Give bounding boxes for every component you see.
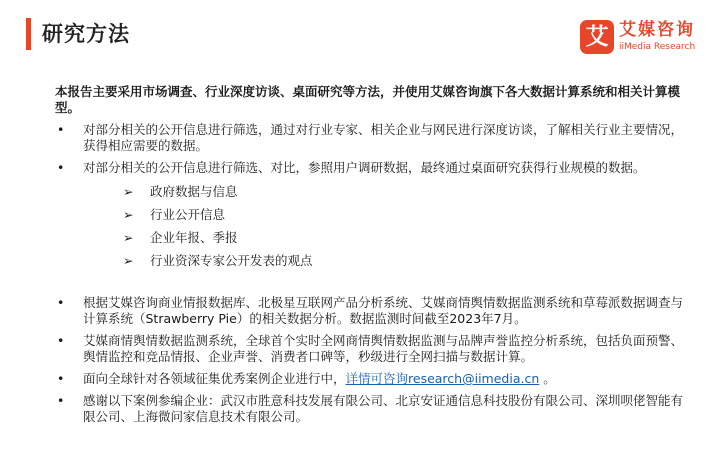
arrow-bullet-icon: ➢	[123, 207, 134, 222]
bullet-icon: •	[57, 295, 65, 310]
list-item-text: 感谢以下案例参编企业：武汉市胜意科技发展有限公司、北京安证通信息科技股份有限公司、深圳呗佬智能有限公司、上海微问家信息技术有限公司。	[83, 393, 684, 424]
source-sublist	[55, 184, 685, 269]
title-accent-bar	[26, 18, 31, 50]
sub-list-item	[55, 253, 685, 269]
sub-list-item-text: 政府数据与信息	[150, 184, 238, 199]
arrow-bullet-icon: ➢	[123, 230, 134, 245]
list-item	[55, 295, 685, 327]
bullet-icon: •	[57, 122, 65, 137]
list-item-text: 艾媒商情舆情数据监测系统，全球首个实时全网商情舆情数据监测与品牌声誉监控分析系统，包括负面预警、舆情监控和竞品情报、企业声誉、消费者口碑等，秒级进行全网扫描与数据计算。	[83, 333, 684, 364]
sub-list-item-text: 企业年报、季报	[150, 230, 238, 245]
logo-name-cn: 艾媒咨询	[619, 20, 695, 40]
sub-list-item	[55, 230, 685, 246]
sub-list-item	[55, 184, 685, 200]
arrow-bullet-icon: ➢	[123, 253, 134, 268]
arrow-bullet-icon: ➢	[123, 184, 134, 199]
list-item	[55, 393, 685, 425]
list-item	[55, 333, 685, 365]
bullet-icon: •	[57, 393, 65, 408]
list-item-text: 根据艾媒咨询商业情报数据库、北极星互联网产品分析系统、艾媒商情舆情数据监测系统和草莓派数据调查与计算系统（Strawberry Pie）的相关数据分析。数据监测时间截至2023年7月。	[83, 295, 684, 326]
page-title: 研究方法	[42, 22, 130, 46]
intro-paragraph: 本报告主要采用市场调查、行业深度访谈、桌面研究等方法，并使用艾媒咨询旗下各大数据计算系统和相关计算模型。	[55, 84, 681, 115]
bullet-icon: •	[57, 333, 65, 348]
list-item	[55, 122, 685, 154]
logo-mark-icon: 艾	[580, 20, 614, 54]
contact-email-link[interactable]: 详情可咨询research@iimedia.cn	[345, 371, 540, 386]
brand-logo	[580, 18, 696, 58]
logo-name-en: iiMedia Research	[619, 42, 696, 52]
list-item-text: 对部分相关的公开信息进行筛选、对比，参照用户调研数据，最终通过桌面研究获得行业规模的数据。	[83, 160, 646, 175]
sub-list-item	[55, 207, 685, 223]
list-item	[55, 160, 685, 176]
bullet-icon: •	[57, 371, 65, 386]
contact-prefix: 面向全球针对各领域征集优秀案例企业进行中，	[83, 371, 346, 386]
contact-suffix: 。	[539, 371, 556, 386]
bullet-icon: •	[57, 160, 65, 175]
method-content	[55, 84, 685, 431]
sub-list-item-text: 行业资深专家公开发表的观点	[150, 253, 313, 268]
sub-list-item-text: 行业公开信息	[150, 207, 226, 222]
list-item-text: 对部分相关的公开信息进行筛选，通过对行业专家、相关企业与网民进行深度访谈，了解相关行业主要情况，获得相应需要的数据。	[83, 122, 684, 153]
list-item-contact	[55, 371, 685, 387]
